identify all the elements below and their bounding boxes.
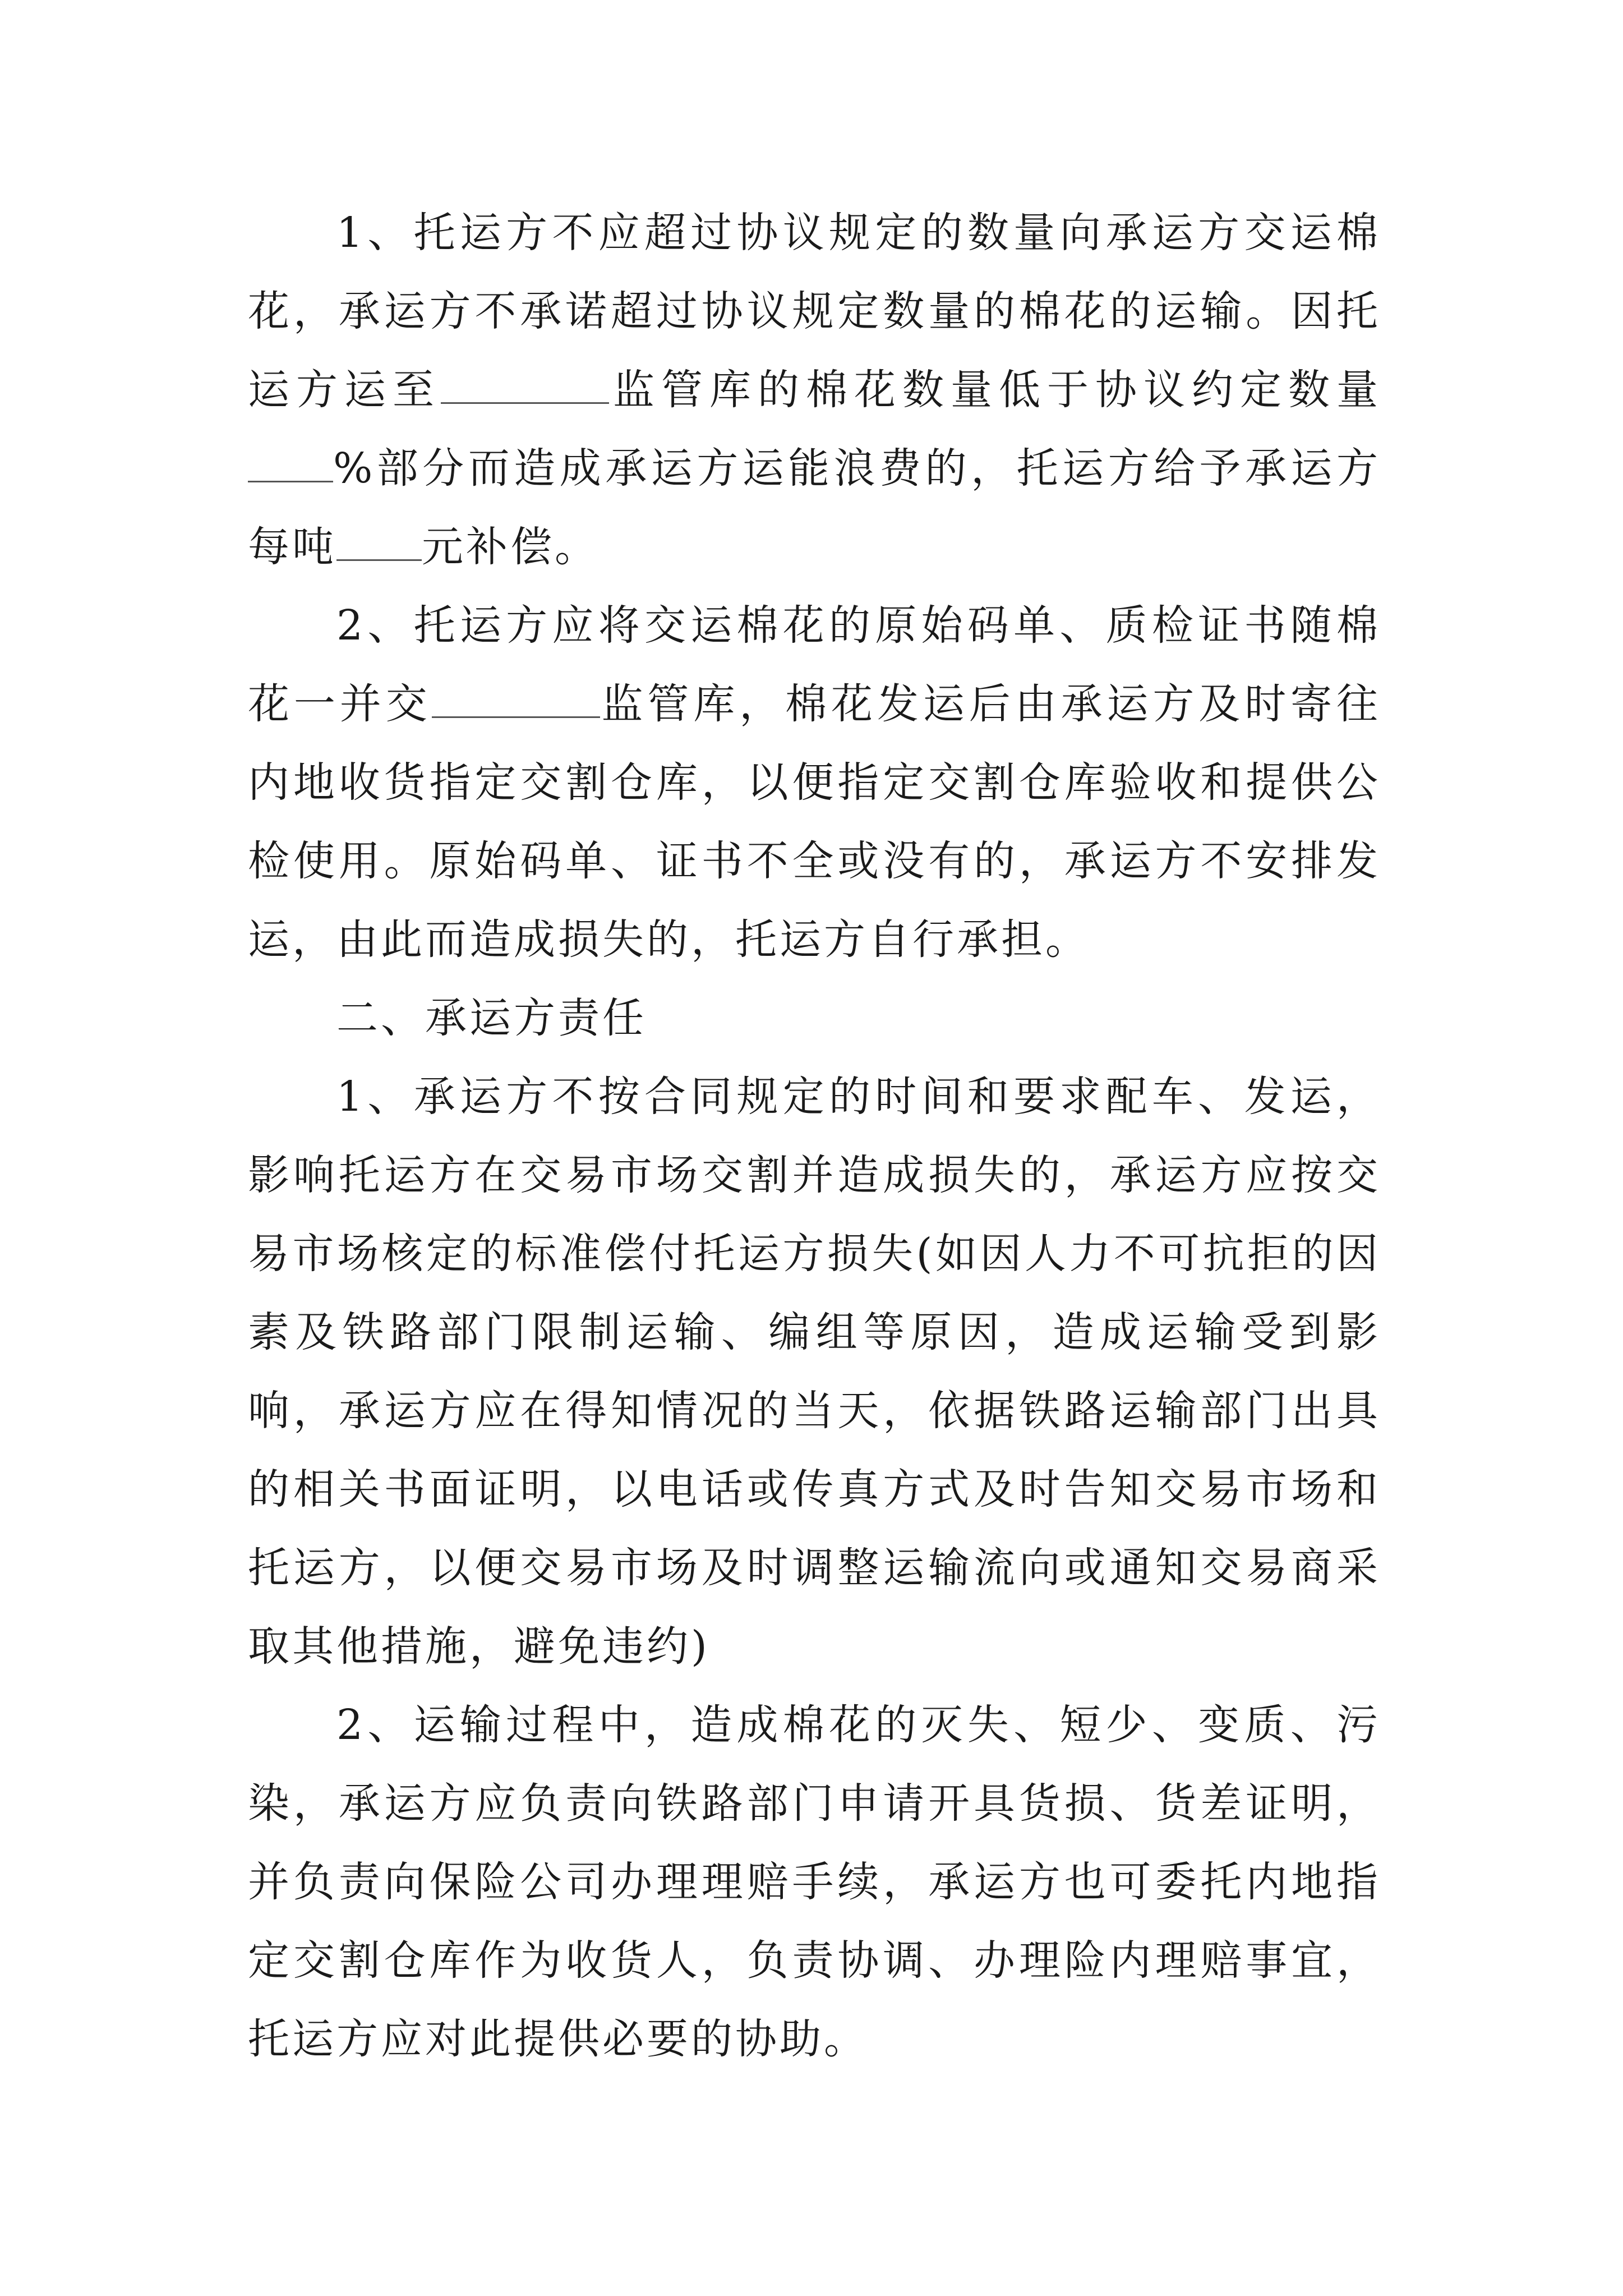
paragraph-text: 元补偿。 xyxy=(422,523,599,571)
fill-in-blank xyxy=(336,522,422,561)
paragraph-carrier-dispatch-clause xyxy=(248,1057,1381,1686)
paragraph-text: 监管库，棉花发运后由承运方及时寄往内地收货指定交割仓库，以便指定交割仓库验收和提供公检使用。原始码单、证书不全或没有的，承运方不安排发运，由此而造成损失的，托运方自行承担。 xyxy=(248,680,1381,964)
fill-in-blank xyxy=(432,679,600,718)
fill-in-blank xyxy=(441,365,609,404)
paragraph-text: 1、承运方不按合同规定的时间和要求配车、发运，影响托运方在交易市场交割并造成损失的，承运方应按交易市场核定的标准偿付托运方损失(如因人力不可抗拒的因素及铁路部门限制运输、编组等原因，造成运输受到影响，承运方应在得知情况的当天，依据铁路运输部门出具的相关书面证明，以电话或传真方式及时告知交易市场和托运方，以便交易市场及时调整运输流向或通知交易商采取其他措施，避免违约) xyxy=(248,1073,1381,1671)
paragraph-text: %部分而造成承运方运能浪费的，托运方给予承运方每吨 xyxy=(248,444,1381,571)
paragraph-text: 1、托运方不应超过协议规定的数量向承运方交运棉花，承运方不承诺超过协议规定数量的棉花的运输。因托运方运至 xyxy=(248,209,1381,414)
paragraph-shipper-quantity-clause xyxy=(248,194,1381,586)
paragraph-shipper-documents-clause xyxy=(248,586,1381,979)
document-body xyxy=(248,194,1381,2078)
fill-in-blank xyxy=(248,443,333,482)
paragraph-carrier-loss-clause xyxy=(248,1686,1381,2078)
section-heading-text: 二、承运方责任 xyxy=(336,994,647,1042)
paragraph-text: 2、托运方应将交运棉花的原始码单、质检证书随棉花一并交 xyxy=(248,601,1381,728)
paragraph-text: 监管库的棉花数量低于协议约定数量 xyxy=(609,366,1381,414)
section-heading-carrier-responsibility xyxy=(248,979,1381,1057)
paragraph-text: 2、运输过程中，造成棉花的灭失、短少、变质、污染，承运方应负责向铁路部门申请开具货损、货差证明，并负责向保险公司办理理赔手续，承运方也可委托内地指定交割仓库作为收货人，负责协调、办理险内理赔事宜，托运方应对此提供必要的协助。 xyxy=(248,1701,1381,2063)
